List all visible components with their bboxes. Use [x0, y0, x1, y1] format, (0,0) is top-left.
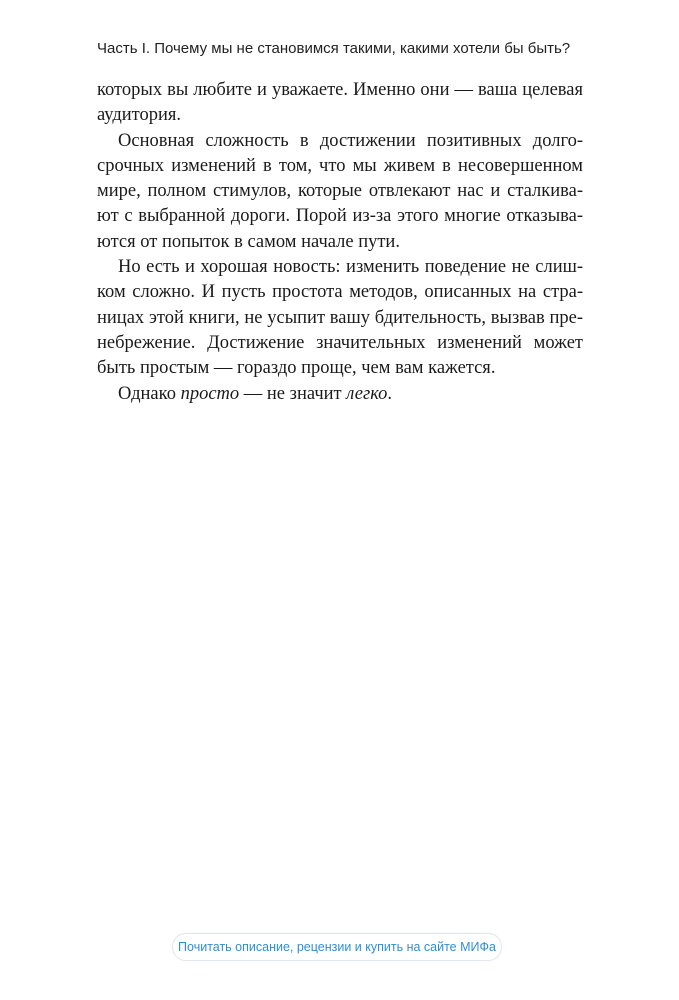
- text-line: быть простым — гораздо проще, чем вам кажется.: [97, 358, 496, 379]
- emphasis-simple: просто: [180, 383, 240, 404]
- text-fragment: .: [387, 383, 393, 404]
- text-line: ются от попыток в самом начале пути.: [97, 231, 400, 252]
- paragraph-4: [97, 382, 583, 407]
- text-line: ком сложно. И пусть простота методов, описанных на стра-: [97, 282, 583, 303]
- body-text: [97, 78, 583, 407]
- text-line: которых вы любите и уважаете. Именно они — ваша целевая: [97, 80, 583, 100]
- text-fragment: Однако: [118, 383, 181, 404]
- text-line: мире, полном стимулов, которые отвлекают нас и сталкива-: [97, 181, 583, 202]
- text-line: небрежение. Достижение значительных изменений может: [97, 332, 583, 353]
- text-line: аудитория.: [97, 105, 182, 126]
- emphasis-easy: легко: [346, 383, 388, 404]
- running-header: Часть I. Почему мы не становимся такими, какими хотели бы быть?: [97, 40, 571, 57]
- text-line: Но есть и хорошая новость: изменить поведение не слиш-: [118, 257, 583, 278]
- text-line: срочных изменений в том, что мы живем в несовершенном: [97, 155, 583, 176]
- paragraph-1: [97, 78, 583, 129]
- text-fragment: — не значит: [239, 383, 347, 404]
- paragraph-3: [97, 255, 583, 381]
- text-line: ницах этой книги, не усыпит вашу бдительность, вызвав пре-: [97, 307, 583, 328]
- buy-on-mif-link[interactable]: Почитать описание, рецензии и купить на сайте МИФа: [172, 933, 502, 961]
- text-line: ют с выбранной дороги. Порой из-за этого многие отказыва-: [97, 206, 583, 227]
- text-line: Основная сложность в достижении позитивных долго-: [118, 130, 583, 151]
- paragraph-2: [97, 129, 583, 255]
